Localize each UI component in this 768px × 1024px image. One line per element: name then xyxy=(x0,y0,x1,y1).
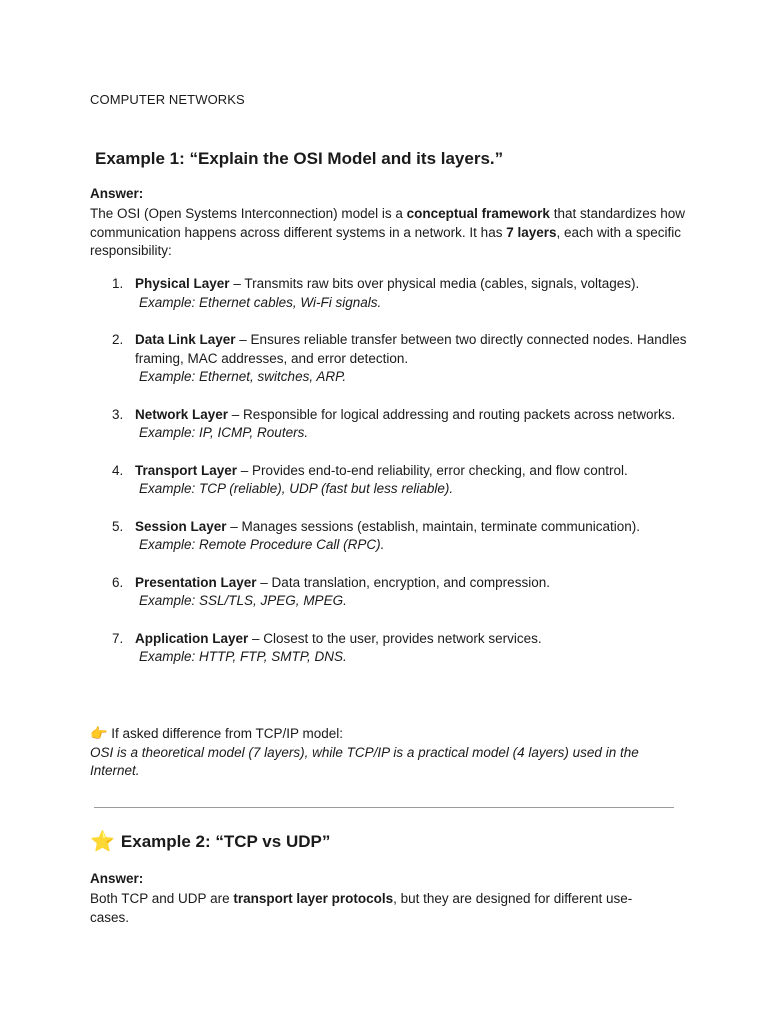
list-item: 3. Network Layer – Responsible for logical addressing and routing packets across networks. Example: IP, ICMP, Routers. xyxy=(112,406,676,440)
example-2-answer-label: Answer: xyxy=(90,871,144,886)
example-2-intro: Both TCP and UDP are transport layer protocols, but they are designed for different use-cases. xyxy=(90,891,633,925)
list-item: 5. Session Layer – Manages sessions (establish, maintain, terminate communication). Example: Remote Procedure Call (RPC). xyxy=(112,518,640,552)
example-2-heading-text: Example 2: “TCP vs UDP” xyxy=(120,832,331,851)
pointing-hand-icon: 👉 xyxy=(90,725,108,741)
list-item: 6. Presentation Layer – Data translation, encryption, and compression. Example: SSL/TLS, JPEG, MPEG. xyxy=(112,574,550,608)
osi-layer-list xyxy=(90,275,690,686)
star-icon: ⭐ xyxy=(90,831,115,853)
example-1-intro: The OSI (Open Systems Interconnection) model is a conceptual framework that standardizes how communication happens across different systems in a network. It has 7 layers, each with a specific responsibility: xyxy=(90,206,686,258)
document-title: COMPUTER NETWORKS xyxy=(90,92,245,107)
tcpip-difference-note: 👉 If asked difference from TCP/IP model: OSI is a theoretical model (7 layers), while TCP/IP is a practical model (4 layers) used in the Internet. xyxy=(90,725,639,778)
section-divider xyxy=(94,807,674,808)
example-1-heading: Example 1: “Explain the OSI Model and its layers.” xyxy=(95,149,504,168)
example-1-answer-label: Answer: xyxy=(90,186,144,201)
list-item: 2. Data Link Layer – Ensures reliable transfer between two directly connected nodes. Handles framing, MAC addresses, and error detection. Example: Ethernet, switches, ARP. xyxy=(112,332,687,384)
example-2-heading xyxy=(90,832,330,852)
list-item: 1. Physical Layer – Transmits raw bits over physical media (cables, signals, voltages). Example: Ethernet cables, Wi-Fi signals. xyxy=(112,276,640,310)
list-item: 7. Application Layer – Closest to the user, provides network services. Example: HTTP, FTP, SMTP, DNS. xyxy=(112,630,542,664)
list-item: 4. Transport Layer – Provides end-to-end reliability, error checking, and flow control. Example: TCP (reliable), UDP (fast but less reliable). xyxy=(112,462,628,496)
